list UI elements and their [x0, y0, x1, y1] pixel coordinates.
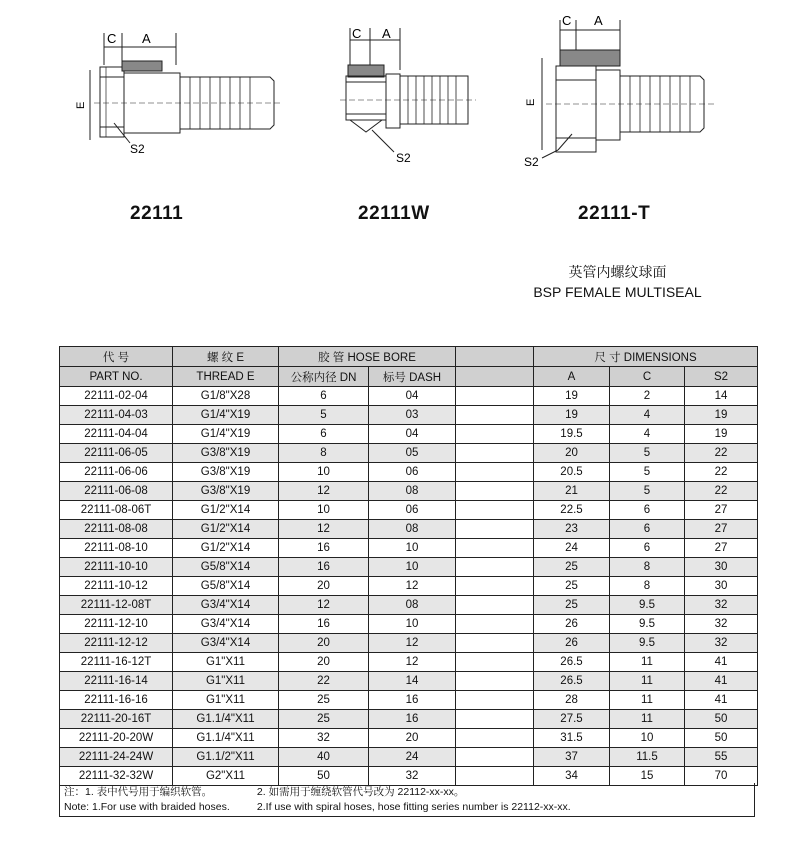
cell-a: 25 [534, 596, 610, 615]
drawing-22111-t [520, 10, 740, 175]
model-title-22111w: 22111W [358, 203, 430, 224]
cell-c: 6 [610, 539, 685, 558]
header-thread-e: THREAD E [173, 367, 279, 387]
cell-thread: G1/4"X19 [173, 425, 279, 444]
cell-a: 27.5 [534, 710, 610, 729]
spacer-cell [456, 539, 534, 558]
cell-part: 22111-06-06 [60, 463, 173, 482]
cell-c: 11 [610, 710, 685, 729]
cell-thread: G3/4"X14 [173, 596, 279, 615]
spacer-cell [456, 577, 534, 596]
cell-a: 20 [534, 444, 610, 463]
cell-part: 22111-10-10 [60, 558, 173, 577]
cell-a: 34 [534, 767, 610, 786]
cell-dn: 6 [279, 387, 369, 406]
spacer-cell [456, 501, 534, 520]
header-row-1 [60, 347, 758, 367]
spacer-cell [456, 691, 534, 710]
cell-s2: 30 [685, 558, 758, 577]
spacer-cell [456, 672, 534, 691]
table-row [60, 463, 758, 482]
cell-part: 22111-12-08T [60, 596, 173, 615]
cell-thread: G1/2"X14 [173, 501, 279, 520]
cell-c: 15 [610, 767, 685, 786]
cell-thread: G5/8"X14 [173, 577, 279, 596]
cell-c: 5 [610, 482, 685, 501]
cell-a: 26 [534, 634, 610, 653]
product-subtitle [510, 262, 725, 302]
cell-part: 22111-08-08 [60, 520, 173, 539]
cell-dash: 06 [369, 463, 456, 482]
cell-dn: 12 [279, 596, 369, 615]
cell-thread: G1.1/4"X11 [173, 710, 279, 729]
cell-part: 22111-08-06T [60, 501, 173, 520]
cell-c: 4 [610, 425, 685, 444]
cell-s2: 19 [685, 425, 758, 444]
cell-s2: 27 [685, 539, 758, 558]
cell-c: 6 [610, 501, 685, 520]
cell-c: 8 [610, 558, 685, 577]
cell-part: 22111-06-08 [60, 482, 173, 501]
cell-thread: G2"X11 [173, 767, 279, 786]
cell-part: 22111-32-32W [60, 767, 173, 786]
label-c: C [562, 13, 572, 28]
cell-dn: 16 [279, 558, 369, 577]
spacer-cell [456, 710, 534, 729]
cell-c: 9.5 [610, 634, 685, 653]
cell-dash: 05 [369, 444, 456, 463]
header-dn: 公称内径 DN [279, 367, 369, 387]
label-s2: S2 [396, 151, 411, 165]
subtitle-english: BSP FEMALE MULTISEAL [533, 284, 702, 300]
cell-part: 22111-08-10 [60, 539, 173, 558]
table-row [60, 634, 758, 653]
cell-dn: 10 [279, 501, 369, 520]
cell-part: 22111-16-12T [60, 653, 173, 672]
label-s2: S2 [524, 155, 539, 169]
cell-a: 28 [534, 691, 610, 710]
cell-a: 22.5 [534, 501, 610, 520]
cell-dash: 03 [369, 406, 456, 425]
cell-a: 20.5 [534, 463, 610, 482]
cell-s2: 27 [685, 501, 758, 520]
label-a: A [594, 13, 603, 28]
cell-part: 22111-16-14 [60, 672, 173, 691]
cell-dash: 10 [369, 539, 456, 558]
table-row [60, 729, 758, 748]
drawing-22111w [320, 20, 490, 175]
cell-dash: 20 [369, 729, 456, 748]
cell-s2: 41 [685, 653, 758, 672]
table-row [60, 710, 758, 729]
cell-c: 5 [610, 444, 685, 463]
table-row [60, 444, 758, 463]
cell-s2: 32 [685, 634, 758, 653]
header-spacer [456, 367, 534, 387]
table-body [60, 387, 758, 786]
note-cn-1: 注：1. 表中代号用于编织软管。 [64, 786, 213, 798]
cell-part: 22111-12-12 [60, 634, 173, 653]
cell-dash: 16 [369, 691, 456, 710]
header-row-2 [60, 367, 758, 387]
cell-thread: G1.1/4"X11 [173, 729, 279, 748]
cell-c: 11.5 [610, 748, 685, 767]
header-s2: S2 [685, 367, 758, 387]
cell-thread: G1/4"X19 [173, 406, 279, 425]
cell-dn: 20 [279, 653, 369, 672]
cell-dash: 12 [369, 577, 456, 596]
cell-dn: 20 [279, 577, 369, 596]
cell-c: 9.5 [610, 615, 685, 634]
cell-dn: 12 [279, 520, 369, 539]
cell-dash: 12 [369, 634, 456, 653]
cell-c: 11 [610, 672, 685, 691]
cell-dash: 32 [369, 767, 456, 786]
cell-s2: 50 [685, 710, 758, 729]
spacer-cell [456, 406, 534, 425]
header-c: C [610, 367, 685, 387]
cell-s2: 22 [685, 463, 758, 482]
cell-c: 4 [610, 406, 685, 425]
model-title-22111: 22111 [130, 203, 184, 224]
label-e: E [75, 101, 87, 109]
header-thread: 螺 纹 E [173, 347, 279, 367]
cell-s2: 30 [685, 577, 758, 596]
header-spacer [456, 347, 534, 367]
cell-s2: 14 [685, 387, 758, 406]
header-part: 代 号 [60, 347, 173, 367]
cell-a: 26.5 [534, 672, 610, 691]
cell-dn: 16 [279, 615, 369, 634]
table-row [60, 577, 758, 596]
subtitle-chinese: 英管内螺纹球面 [568, 264, 667, 280]
spacer-cell [456, 387, 534, 406]
cell-a: 25 [534, 577, 610, 596]
header-dimensions: 尺 寸 DIMENSIONS [534, 347, 758, 367]
cell-c: 8 [610, 577, 685, 596]
cell-dash: 10 [369, 615, 456, 634]
cell-c: 6 [610, 520, 685, 539]
cell-s2: 22 [685, 482, 758, 501]
cell-dash: 04 [369, 387, 456, 406]
cell-part: 22111-12-10 [60, 615, 173, 634]
label-a: A [142, 31, 151, 46]
cell-dash: 08 [369, 596, 456, 615]
notes-english [64, 800, 750, 815]
cell-s2: 41 [685, 672, 758, 691]
cell-s2: 19 [685, 406, 758, 425]
cell-thread: G1"X11 [173, 672, 279, 691]
cell-dash: 06 [369, 501, 456, 520]
cell-dash: 12 [369, 653, 456, 672]
cell-c: 11 [610, 653, 685, 672]
cell-a: 19.5 [534, 425, 610, 444]
cell-s2: 70 [685, 767, 758, 786]
cell-dn: 8 [279, 444, 369, 463]
table-row [60, 406, 758, 425]
cell-dash: 24 [369, 748, 456, 767]
cell-thread: G1/2"X14 [173, 539, 279, 558]
note-cn-2: 2. 如需用于缠绕软管代号改为 22112-xx-xx。 [256, 786, 465, 798]
cell-s2: 32 [685, 596, 758, 615]
spacer-cell [456, 482, 534, 501]
cell-part: 22111-04-04 [60, 425, 173, 444]
cell-a: 19 [534, 387, 610, 406]
cell-dash: 16 [369, 710, 456, 729]
table-row [60, 615, 758, 634]
table-row [60, 482, 758, 501]
cell-s2: 41 [685, 691, 758, 710]
label-a: A [382, 26, 391, 41]
cell-part: 22111-16-16 [60, 691, 173, 710]
spacer-cell [456, 444, 534, 463]
table-row [60, 596, 758, 615]
cell-dn: 20 [279, 634, 369, 653]
label-e: E [525, 98, 537, 106]
table-row [60, 691, 758, 710]
spacer-cell [456, 634, 534, 653]
cell-part: 22111-06-05 [60, 444, 173, 463]
cell-s2: 55 [685, 748, 758, 767]
cell-a: 25 [534, 558, 610, 577]
cell-part: 22111-10-12 [60, 577, 173, 596]
header-part-no: PART NO. [60, 367, 173, 387]
cell-dash: 08 [369, 520, 456, 539]
cell-a: 21 [534, 482, 610, 501]
cell-thread: G3/4"X14 [173, 634, 279, 653]
cell-c: 10 [610, 729, 685, 748]
label-c: C [352, 26, 362, 41]
cell-a: 26 [534, 615, 610, 634]
spacer-cell [456, 558, 534, 577]
cell-a: 37 [534, 748, 610, 767]
cell-dn: 16 [279, 539, 369, 558]
table-row [60, 387, 758, 406]
cell-thread: G5/8"X14 [173, 558, 279, 577]
cell-thread: G1"X11 [173, 653, 279, 672]
cell-dash: 10 [369, 558, 456, 577]
label-s2: S2 [130, 142, 145, 156]
cell-dn: 40 [279, 748, 369, 767]
cell-c: 2 [610, 387, 685, 406]
cell-part: 22111-24-24W [60, 748, 173, 767]
cell-a: 23 [534, 520, 610, 539]
cell-dn: 25 [279, 691, 369, 710]
cell-thread: G3/8"X19 [173, 482, 279, 501]
cell-s2: 32 [685, 615, 758, 634]
cell-dn: 25 [279, 710, 369, 729]
header-a: A [534, 367, 610, 387]
cell-a: 19 [534, 406, 610, 425]
spacer-cell [456, 653, 534, 672]
cell-thread: G1"X11 [173, 691, 279, 710]
cell-dash: 08 [369, 482, 456, 501]
spacer-cell [456, 425, 534, 444]
cell-a: 31.5 [534, 729, 610, 748]
spacer-cell [456, 748, 534, 767]
cell-a: 26.5 [534, 653, 610, 672]
cell-dn: 6 [279, 425, 369, 444]
table-row [60, 748, 758, 767]
table-row [60, 425, 758, 444]
label-c: C [107, 31, 117, 46]
notes-chinese [64, 785, 750, 800]
spacer-cell [456, 729, 534, 748]
cell-part: 22111-02-04 [60, 387, 173, 406]
cell-part: 22111-20-16T [60, 710, 173, 729]
cell-s2: 22 [685, 444, 758, 463]
cell-thread: G1/2"X14 [173, 520, 279, 539]
cell-dash: 14 [369, 672, 456, 691]
cell-dn: 50 [279, 767, 369, 786]
table-row [60, 501, 758, 520]
cell-thread: G3/8"X19 [173, 463, 279, 482]
spacer-cell [456, 463, 534, 482]
cell-thread: G3/4"X14 [173, 615, 279, 634]
cell-dn: 5 [279, 406, 369, 425]
cell-dn: 12 [279, 482, 369, 501]
cell-dn: 32 [279, 729, 369, 748]
cell-c: 5 [610, 463, 685, 482]
cell-thread: G1/8"X28 [173, 387, 279, 406]
table-row [60, 653, 758, 672]
model-title-22111-t: 22111-T [578, 203, 651, 224]
spacer-cell [456, 596, 534, 615]
table-row [60, 558, 758, 577]
cell-a: 24 [534, 539, 610, 558]
note-en-2: 2.If use with spiral hoses, hose fitting series number is 22112-xx-xx. [256, 801, 571, 813]
table-row [60, 672, 758, 691]
cell-dn: 10 [279, 463, 369, 482]
cell-s2: 50 [685, 729, 758, 748]
cell-part: 22111-04-03 [60, 406, 173, 425]
header-hose-bore: 胶 管 HOSE BORE [279, 347, 456, 367]
drawing-22111 [70, 25, 290, 175]
cell-c: 11 [610, 691, 685, 710]
cell-part: 22111-20-20W [60, 729, 173, 748]
note-en-1: Note: 1.For use with braided hoses. [64, 801, 230, 813]
spacer-cell [456, 520, 534, 539]
cell-dash: 04 [369, 425, 456, 444]
cell-dn: 22 [279, 672, 369, 691]
cell-thread: G1.1/2"X11 [173, 748, 279, 767]
header-dash: 标号 DASH [369, 367, 456, 387]
cell-thread: G3/8"X19 [173, 444, 279, 463]
cell-c: 9.5 [610, 596, 685, 615]
notes-box [59, 783, 755, 817]
specification-table [59, 346, 758, 786]
table-row [60, 520, 758, 539]
table-row [60, 539, 758, 558]
cell-s2: 27 [685, 520, 758, 539]
spacer-cell [456, 615, 534, 634]
